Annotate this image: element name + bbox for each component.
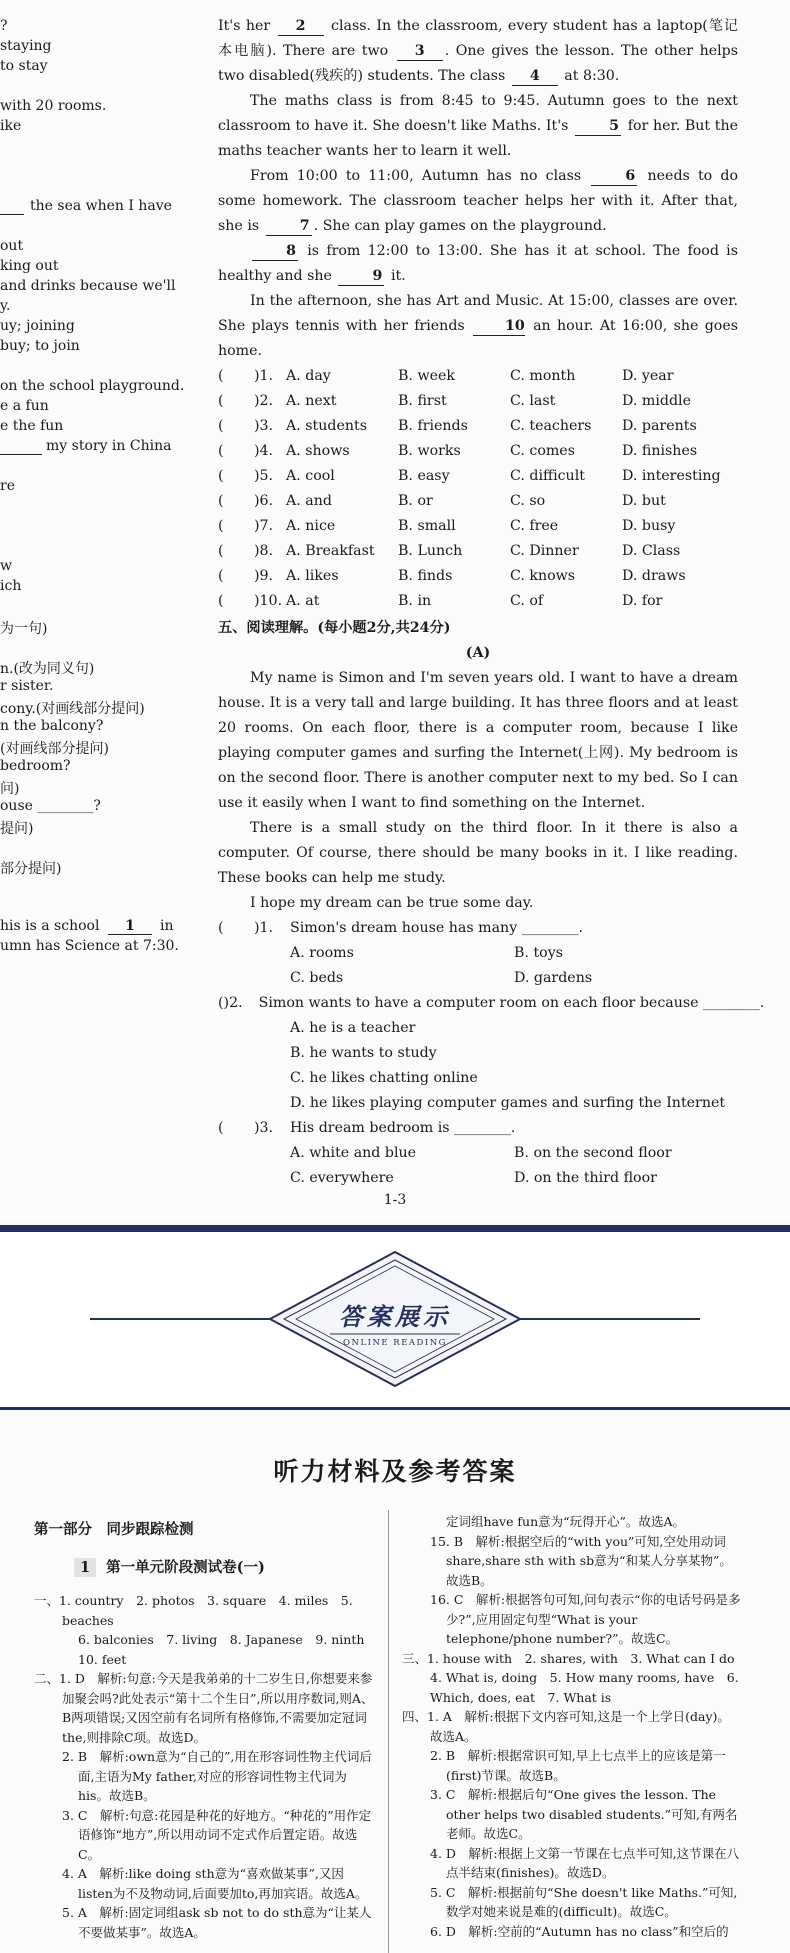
question-number: )7. (254, 518, 274, 534)
question-number: )8. (254, 543, 274, 559)
fragment: ? (0, 18, 8, 34)
cloze-question (218, 564, 738, 589)
question-number: )1. (254, 368, 274, 384)
fragment: uy; joining (0, 318, 75, 334)
option[interactable]: D. draws (622, 568, 686, 584)
blank-5: 5 (575, 117, 621, 136)
fragment: ich (0, 578, 22, 594)
option[interactable]: B. works (398, 443, 461, 459)
option[interactable]: B. finds (398, 568, 453, 584)
cloze-question (218, 414, 738, 439)
fragment: n.(改为同义句) (0, 661, 95, 677)
blank-1: 1 (108, 918, 152, 935)
blank-6: 6 (591, 167, 637, 186)
option[interactable]: D. he likes playing computer games and surfing the Internet (290, 1095, 726, 1111)
answer-line: 2. B 解析:own意为“自己的”,用在形容词性物主代词后面,主语为My father,对应的形容词性物主代词为his。故选B。 (62, 1749, 372, 1803)
blank-10: 10 (473, 317, 525, 336)
cloze-question (218, 439, 738, 464)
answer-line: 3. C 解析:根据后句“One gives the lesson. The other helps two disabled students.”可知,有两名老师。故选C。 (430, 1787, 738, 1841)
option[interactable]: B. or (398, 493, 433, 509)
option[interactable]: A. students (286, 418, 367, 434)
answer-line: 3. C 解析:句意:花园是种花的好地方。“种花的”用作定语修饰“地方”,所以用动词不定式作后置定语。故选C。 (62, 1807, 372, 1862)
option[interactable]: A. white and blue (290, 1145, 417, 1161)
banner-subtitle: ONLINE READING (343, 1338, 447, 1348)
answer-bracket: ( (218, 518, 224, 534)
answer-bracket: ( (218, 393, 224, 409)
question-number: )3. (254, 418, 274, 434)
option[interactable]: C. free (510, 518, 559, 534)
reading-paragraph-2: There is a small study on the third floor. In it there is also a computer. Of course, there should be many books in it. I like reading. These books can help me study. (218, 820, 738, 886)
option[interactable]: A. Breakfast (286, 543, 375, 559)
answer-line: 定词组have fun意为“玩得开心”。故选A。 (446, 1514, 685, 1529)
option[interactable]: B. friends (398, 418, 468, 434)
question-number: )10. (254, 593, 283, 609)
fragment: umn has Science at 7:30. (0, 938, 179, 954)
answer-line: 16. C 解析:根据答句可知,问句表示“你的电话号码是多少?”,应用固定句型“What is your telephone/phone number?”。故选C。 (430, 1592, 741, 1646)
option[interactable]: D. but (622, 493, 666, 509)
option[interactable]: D. interesting (622, 468, 721, 484)
option[interactable]: C. beds (290, 970, 344, 986)
answer-title: 听力材料及参考答案 (273, 1457, 517, 1486)
question-number: )5. (254, 468, 274, 484)
option[interactable]: C. teachers (510, 418, 592, 434)
fragment: (对画线部分提问) (0, 741, 109, 757)
option[interactable]: D. for (622, 593, 663, 609)
option[interactable]: A. at (286, 593, 320, 609)
option[interactable]: C. everywhere (290, 1170, 394, 1186)
option[interactable]: C. knows (510, 568, 576, 584)
fragment: my story in China (46, 438, 172, 454)
answer-line: 5. A 解析:固定词组ask sb not to do sth意为“让某人不要做某事”。故选A。 (62, 1905, 372, 1940)
option[interactable]: B. small (398, 518, 456, 534)
option[interactable]: D. middle (622, 393, 691, 409)
answer-page (0, 1410, 790, 1953)
option[interactable]: C. he likes chatting online (290, 1070, 478, 1086)
answer-bracket: ( (218, 493, 224, 509)
option[interactable]: D. gardens (514, 970, 593, 986)
fragment: and drinks because we'll (0, 278, 176, 294)
option[interactable]: C. of (510, 593, 544, 609)
option[interactable]: A. he is a teacher (290, 1020, 416, 1036)
answer-bracket: ( (218, 593, 224, 609)
question-number: )6. (254, 493, 274, 509)
blank-3: 3 (397, 42, 443, 61)
section-heading: 五、阅读理解。(每小题2分,共24分) (218, 620, 451, 636)
option[interactable]: B. in (398, 593, 432, 609)
question-number: )2. (254, 393, 274, 409)
option[interactable]: D. busy (622, 518, 676, 534)
fragment: ike (0, 118, 22, 134)
answer-bracket: ( (218, 568, 224, 584)
option[interactable]: A. nice (286, 518, 336, 534)
option[interactable]: C. Dinner (510, 543, 579, 559)
answer-bracket: ( (218, 368, 224, 384)
answer-bracket: ( (218, 443, 224, 459)
fragment: bedroom? (0, 758, 71, 774)
answer-left-column (34, 1520, 377, 1942)
cloze-question (218, 489, 738, 514)
reading-question-1: ( )1. Simon's dream house has many ________. (218, 920, 583, 936)
unit-heading (74, 1558, 374, 1578)
option[interactable]: B. Lunch (398, 543, 463, 559)
fragment: n the balcony? (0, 718, 104, 734)
fragment: 提问) (0, 821, 34, 837)
blank-9: 9 (338, 267, 384, 286)
fragment: with 20 rooms. (0, 98, 107, 114)
answer-bracket: ( (218, 468, 224, 484)
blank-7: 7 (266, 217, 312, 236)
answer-line: 三、1. house with 2. shares, with 3. What can I do 4. What is, doing 5. How many rooms, have 6. Which, does, eat 7. What is (402, 1650, 748, 1705)
option[interactable]: A. likes (286, 568, 339, 584)
reading-question-2: ( )2. Simon wants to have a computer room on each floor because ________. (218, 995, 765, 1011)
option[interactable]: A. and (286, 493, 332, 509)
option[interactable]: A. rooms (290, 945, 354, 961)
option[interactable]: B. on the second floor (514, 1145, 672, 1161)
fragment: re (0, 478, 15, 494)
option[interactable]: B. he wants to study (290, 1045, 437, 1061)
fragment: cony.(对画线部分提问) (0, 701, 145, 717)
option[interactable]: A. shows (286, 443, 350, 459)
passage-label: (A) (465, 645, 491, 661)
fragment: y. (0, 298, 11, 314)
fragment: e a fun (0, 398, 49, 414)
answer-line: 15. B 解析:根据空后的“with you”可知,空处用动词share,share sth with sb意为“和某人分享某物”。故选B。 (430, 1533, 732, 1588)
banner-title: 答案展示 (339, 1302, 451, 1331)
option[interactable]: D. Class (622, 543, 681, 559)
right-column (218, 14, 765, 1191)
cloze-paragraph-3: From 10:00 to 11:00, Autumn has no class 6 needs to do some homework. The classroom teacher helps her with it. After that, she is 7 . She can play games on the playground. (218, 168, 739, 234)
option[interactable]: C. comes (510, 443, 575, 459)
fragment: king out (0, 258, 59, 274)
fragment: in (160, 918, 174, 934)
answer-line: 6. balconies 7. living 8. Japanese 9. ninth 10. feet (78, 1632, 377, 1667)
option[interactable]: C. difficult (510, 468, 585, 484)
reading-paragraph-3: I hope my dream can be true some day. (250, 895, 534, 911)
option[interactable]: D. on the third floor (514, 1170, 657, 1186)
option[interactable]: C. month (510, 368, 576, 384)
fragment: 部分提问) (0, 861, 62, 877)
blank-2: 2 (278, 17, 324, 36)
answer-bracket: ( (218, 418, 224, 434)
option[interactable]: B. week (398, 368, 455, 384)
fragment: 为一句) (0, 621, 48, 637)
fragment: w (0, 558, 12, 574)
blank-4: 4 (512, 67, 558, 86)
fragment: to stay (0, 58, 48, 74)
reading-question-3: ( )3. His dream bedroom is ________. (218, 1120, 516, 1136)
option[interactable]: A. cool (286, 468, 335, 484)
answer-line: 6. D 解析:空前的“Autumn has no class”和空后的 (430, 1923, 729, 1939)
answer-line: 4. D 解析:根据上文第一节课在七点半可知,这节课在八点半结束(finishes)。故选D。 (430, 1845, 740, 1880)
blank-8: 8 (252, 242, 298, 261)
cloze-question (218, 464, 738, 489)
question-number: )9. (254, 568, 274, 584)
fragment: 问) (0, 781, 20, 797)
answer-line: 一、1. country 2. photos 3. square 4. miles 5. beaches (34, 1593, 353, 1628)
cloze-question (218, 589, 738, 614)
question-number: )4. (254, 443, 274, 459)
option[interactable]: A. day (286, 368, 331, 384)
cloze-paragraph-2: The maths class is from 8:45 to 9:45. Autumn goes to the next classroom to have it. She doesn't like Maths. It's 5 for her. But the maths teacher wants her to learn it well. (218, 93, 738, 159)
cloze-paragraph-1: It's her 2 class. In the classroom, every student has a laptop(笔记本电脑). There are two 3 . One gives the lesson. The other helps two disabled(残疾的) students. The class 4 at 8:30. (218, 18, 739, 84)
cloze-paragraph-4: 8 is from 12:00 to 13:00. She has it at school. The food is healthy and she 9 it. (218, 243, 738, 284)
cloze-questions (218, 364, 738, 614)
answer-line: 2. B 解析:根据常识可知,早上七点半上的应该是第一(first)节课。故选B。 (430, 1748, 726, 1783)
option[interactable]: A. next (286, 393, 337, 409)
fragment: on the school playground. (0, 378, 185, 394)
cloze-question (218, 364, 738, 389)
fragment: e the fun (0, 418, 64, 434)
answer-line: 二、1. D 解析:句意:今天是我弟弟的十二岁生日,你想要来参加聚会吗?此处表示“第十二个生日”,所以用序数词,则A、B两项错误;又因空前有名词所有格修饰,不需要加定冠词the,则排除C项。故选D。 (34, 1671, 374, 1745)
page-number: 1-3 (383, 1192, 407, 1208)
part-heading: 第一部分 同步跟踪检测 (34, 1521, 194, 1538)
option[interactable]: C. so (510, 493, 546, 509)
fragment: the sea when I have (30, 198, 172, 214)
fragment: buy; to join (0, 338, 80, 354)
column-divider (388, 1510, 389, 1953)
fragment: staying (0, 38, 52, 54)
answer-right-column (402, 1512, 748, 1941)
option[interactable]: D. year (622, 368, 674, 384)
option[interactable]: B. toys (514, 945, 563, 961)
option[interactable]: D. finishes (622, 443, 698, 459)
unit-number: 1 (74, 1558, 96, 1578)
cloze-question (218, 514, 738, 539)
fragment: r sister. (0, 678, 54, 694)
unit-title: 第一单元阶段测试卷(一) (106, 1558, 265, 1576)
answer-line: 4. A 解析:like doing sth意为“喜欢做某事”,又因listen为不及物动词,后面要加to,再加宾语。故选A。 (62, 1866, 368, 1901)
option[interactable]: B. easy (398, 468, 450, 484)
option[interactable]: C. last (510, 393, 556, 409)
answer-line: 5. C 解析:根据前句“She doesn't like Maths.”可知,数学对她来说是难的(difficult)。故选C。 (430, 1884, 738, 1919)
cloze-paragraph-5: In the afternoon, she has Art and Music. At 15:00, classes are over. She plays tennis with her friends 10 an hour. At 16:00, she goes home. (218, 293, 739, 359)
divider (0, 1225, 790, 1232)
cloze-question (218, 539, 738, 564)
fragment: out (0, 238, 24, 254)
reading-paragraph-1: My name is Simon and I'm seven years old. I want to have a dream house. It is a very tall and large building. It has three floors and at least 20 rooms. On each floor, there is a computer room, because I like playing computer games and surfing the Internet(上网). My bedroom is on the second floor. There is another computer next to my bed. So I can use it easily when I want to find something on the Internet. (218, 670, 738, 811)
fragment: ouse ________? (0, 798, 101, 814)
cloze-question (218, 389, 738, 414)
option[interactable]: D. parents (622, 418, 697, 434)
answer-banner (0, 1232, 790, 1407)
answer-line: 四、1. A 解析:根据下文内容可知,这是一个上学日(day)。故选A。 (402, 1709, 730, 1744)
answer-bracket: ( (218, 543, 224, 559)
option[interactable]: B. first (398, 393, 447, 409)
fragment: his is a school (0, 918, 100, 934)
